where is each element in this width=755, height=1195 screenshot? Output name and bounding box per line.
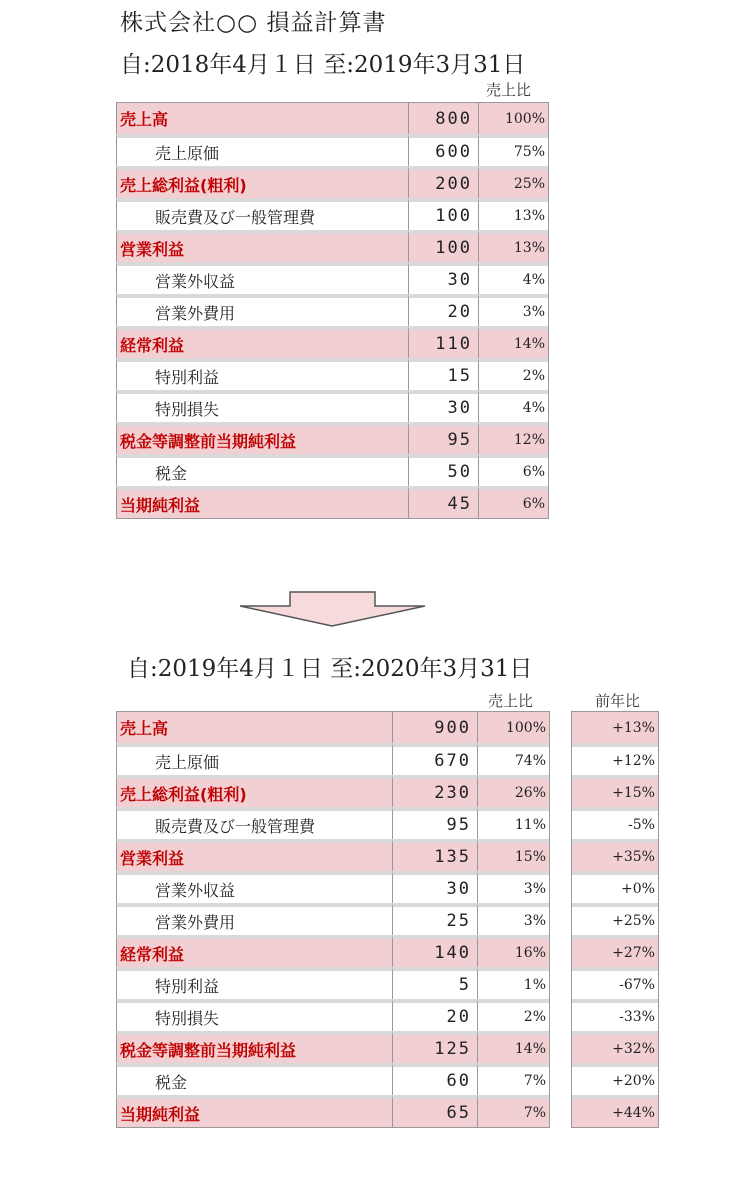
row-yoy: +25% bbox=[572, 903, 658, 935]
table-row bbox=[116, 903, 549, 935]
row-label: 当期純利益 bbox=[116, 1095, 392, 1127]
row-value: 200 bbox=[408, 166, 478, 198]
row-label: 売上原価 bbox=[116, 743, 392, 775]
row-ratio: 2% bbox=[477, 999, 549, 1031]
row-yoy: +13% bbox=[572, 711, 658, 743]
row-value: 135 bbox=[392, 839, 477, 871]
row-ratio: 3% bbox=[477, 903, 549, 935]
table-row bbox=[572, 743, 658, 775]
table-row bbox=[116, 134, 548, 166]
row-ratio: 16% bbox=[477, 935, 549, 967]
table-row bbox=[572, 999, 658, 1031]
table-row bbox=[116, 262, 548, 294]
row-ratio: 3% bbox=[478, 294, 548, 326]
yoy-column bbox=[571, 711, 659, 1128]
row-label: 税金等調整前当期純利益 bbox=[116, 422, 408, 454]
table-row bbox=[116, 839, 549, 871]
row-label: 売上原価 bbox=[116, 134, 408, 166]
row-value: 20 bbox=[392, 999, 477, 1031]
period-2018: 自:2018年4月１日 至:2019年3月31日 bbox=[120, 52, 526, 78]
table-row bbox=[116, 967, 549, 999]
table-row bbox=[116, 230, 548, 262]
row-yoy: -33% bbox=[572, 999, 658, 1031]
row-label: 税金等調整前当期純利益 bbox=[116, 1031, 392, 1063]
table-row bbox=[116, 102, 548, 134]
table-row bbox=[116, 454, 548, 486]
table-row bbox=[572, 807, 658, 839]
row-value: 100 bbox=[408, 198, 478, 230]
row-label: 税金 bbox=[116, 454, 408, 486]
row-ratio: 4% bbox=[478, 390, 548, 422]
row-yoy: -5% bbox=[572, 807, 658, 839]
row-yoy: +12% bbox=[572, 743, 658, 775]
yoy-header: 前年比 bbox=[595, 692, 641, 710]
table-row bbox=[116, 775, 549, 807]
table-row bbox=[572, 839, 658, 871]
row-value: 30 bbox=[408, 262, 478, 294]
row-label: 特別利益 bbox=[116, 967, 392, 999]
row-label: 特別利益 bbox=[116, 358, 408, 390]
ratio-header-2019: 売上比 bbox=[488, 692, 534, 710]
row-value: 60 bbox=[392, 1063, 477, 1095]
row-ratio: 26% bbox=[477, 775, 549, 807]
income-statement-2019 bbox=[116, 711, 550, 1128]
row-label: 売上高 bbox=[116, 711, 392, 743]
row-ratio: 25% bbox=[478, 166, 548, 198]
row-yoy: +15% bbox=[572, 775, 658, 807]
table-row bbox=[572, 935, 658, 967]
row-value: 95 bbox=[408, 422, 478, 454]
income-statement-2018 bbox=[116, 102, 549, 519]
row-label: 特別損失 bbox=[116, 390, 408, 422]
row-yoy: +35% bbox=[572, 839, 658, 871]
row-value: 900 bbox=[392, 711, 477, 743]
table-row bbox=[116, 1031, 549, 1063]
row-value: 25 bbox=[392, 903, 477, 935]
row-label: 営業外収益 bbox=[116, 871, 392, 903]
row-value: 30 bbox=[408, 390, 478, 422]
row-yoy: +44% bbox=[572, 1095, 658, 1127]
row-label: 営業外費用 bbox=[116, 294, 408, 326]
table-row bbox=[116, 807, 549, 839]
row-ratio: 75% bbox=[478, 134, 548, 166]
down-arrow-icon bbox=[235, 590, 430, 628]
row-ratio: 14% bbox=[477, 1031, 549, 1063]
row-yoy: +20% bbox=[572, 1063, 658, 1095]
row-ratio: 11% bbox=[477, 807, 549, 839]
table-row bbox=[116, 871, 549, 903]
table-row bbox=[572, 1095, 658, 1127]
row-ratio: 2% bbox=[478, 358, 548, 390]
table-row bbox=[116, 358, 548, 390]
table-row bbox=[116, 294, 548, 326]
row-value: 30 bbox=[392, 871, 477, 903]
row-label: 特別損失 bbox=[116, 999, 392, 1031]
row-value: 20 bbox=[408, 294, 478, 326]
table-row bbox=[116, 166, 548, 198]
table-row bbox=[572, 903, 658, 935]
row-value: 45 bbox=[408, 486, 478, 518]
row-ratio: 4% bbox=[478, 262, 548, 294]
row-ratio: 6% bbox=[478, 454, 548, 486]
table-row bbox=[116, 711, 549, 743]
row-label: 営業外費用 bbox=[116, 903, 392, 935]
row-value: 600 bbox=[408, 134, 478, 166]
table-row bbox=[572, 1031, 658, 1063]
row-value: 670 bbox=[392, 743, 477, 775]
row-ratio: 7% bbox=[477, 1063, 549, 1095]
table-row bbox=[116, 743, 549, 775]
row-ratio: 14% bbox=[478, 326, 548, 358]
row-value: 100 bbox=[408, 230, 478, 262]
row-ratio: 100% bbox=[478, 102, 548, 134]
table-row bbox=[116, 1095, 549, 1127]
table-row bbox=[572, 1063, 658, 1095]
row-label: 営業利益 bbox=[116, 230, 408, 262]
row-yoy: +27% bbox=[572, 935, 658, 967]
row-ratio: 1% bbox=[477, 967, 549, 999]
row-value: 50 bbox=[408, 454, 478, 486]
table-row bbox=[116, 326, 548, 358]
row-label: 当期純利益 bbox=[116, 486, 408, 518]
row-ratio: 15% bbox=[477, 839, 549, 871]
row-value: 800 bbox=[408, 102, 478, 134]
statement-title: 株式会社○○ 損益計算書 bbox=[120, 10, 387, 36]
row-value: 95 bbox=[392, 807, 477, 839]
table-row bbox=[116, 422, 548, 454]
table-row bbox=[572, 775, 658, 807]
table-row bbox=[116, 486, 548, 518]
row-yoy: +0% bbox=[572, 871, 658, 903]
row-label: 売上高 bbox=[116, 102, 408, 134]
row-ratio: 6% bbox=[478, 486, 548, 518]
row-ratio: 13% bbox=[478, 198, 548, 230]
table-row bbox=[572, 711, 658, 743]
period-2019: 自:2019年4月１日 至:2020年3月31日 bbox=[127, 656, 533, 682]
table-row bbox=[116, 999, 549, 1031]
row-label: 販売費及び一般管理費 bbox=[116, 198, 408, 230]
table-row bbox=[572, 871, 658, 903]
row-value: 140 bbox=[392, 935, 477, 967]
row-value: 110 bbox=[408, 326, 478, 358]
row-label: 売上総利益(粗利) bbox=[116, 775, 392, 807]
row-label: 営業利益 bbox=[116, 839, 392, 871]
row-label: 税金 bbox=[116, 1063, 392, 1095]
row-ratio: 100% bbox=[477, 711, 549, 743]
row-label: 営業外収益 bbox=[116, 262, 408, 294]
table-row bbox=[116, 1063, 549, 1095]
row-label: 販売費及び一般管理費 bbox=[116, 807, 392, 839]
row-ratio: 3% bbox=[477, 871, 549, 903]
table-row bbox=[116, 935, 549, 967]
row-value: 65 bbox=[392, 1095, 477, 1127]
row-ratio: 7% bbox=[477, 1095, 549, 1127]
table-row bbox=[116, 198, 548, 230]
row-ratio: 12% bbox=[478, 422, 548, 454]
row-ratio: 74% bbox=[477, 743, 549, 775]
row-value: 15 bbox=[408, 358, 478, 390]
row-ratio: 13% bbox=[478, 230, 548, 262]
row-value: 125 bbox=[392, 1031, 477, 1063]
row-label: 経常利益 bbox=[116, 935, 392, 967]
ratio-header-2018: 売上比 bbox=[486, 81, 532, 99]
row-value: 5 bbox=[392, 967, 477, 999]
row-value: 230 bbox=[392, 775, 477, 807]
table-row bbox=[572, 967, 658, 999]
row-yoy: -67% bbox=[572, 967, 658, 999]
row-label: 売上総利益(粗利) bbox=[116, 166, 408, 198]
row-yoy: +32% bbox=[572, 1031, 658, 1063]
row-label: 経常利益 bbox=[116, 326, 408, 358]
table-row bbox=[116, 390, 548, 422]
